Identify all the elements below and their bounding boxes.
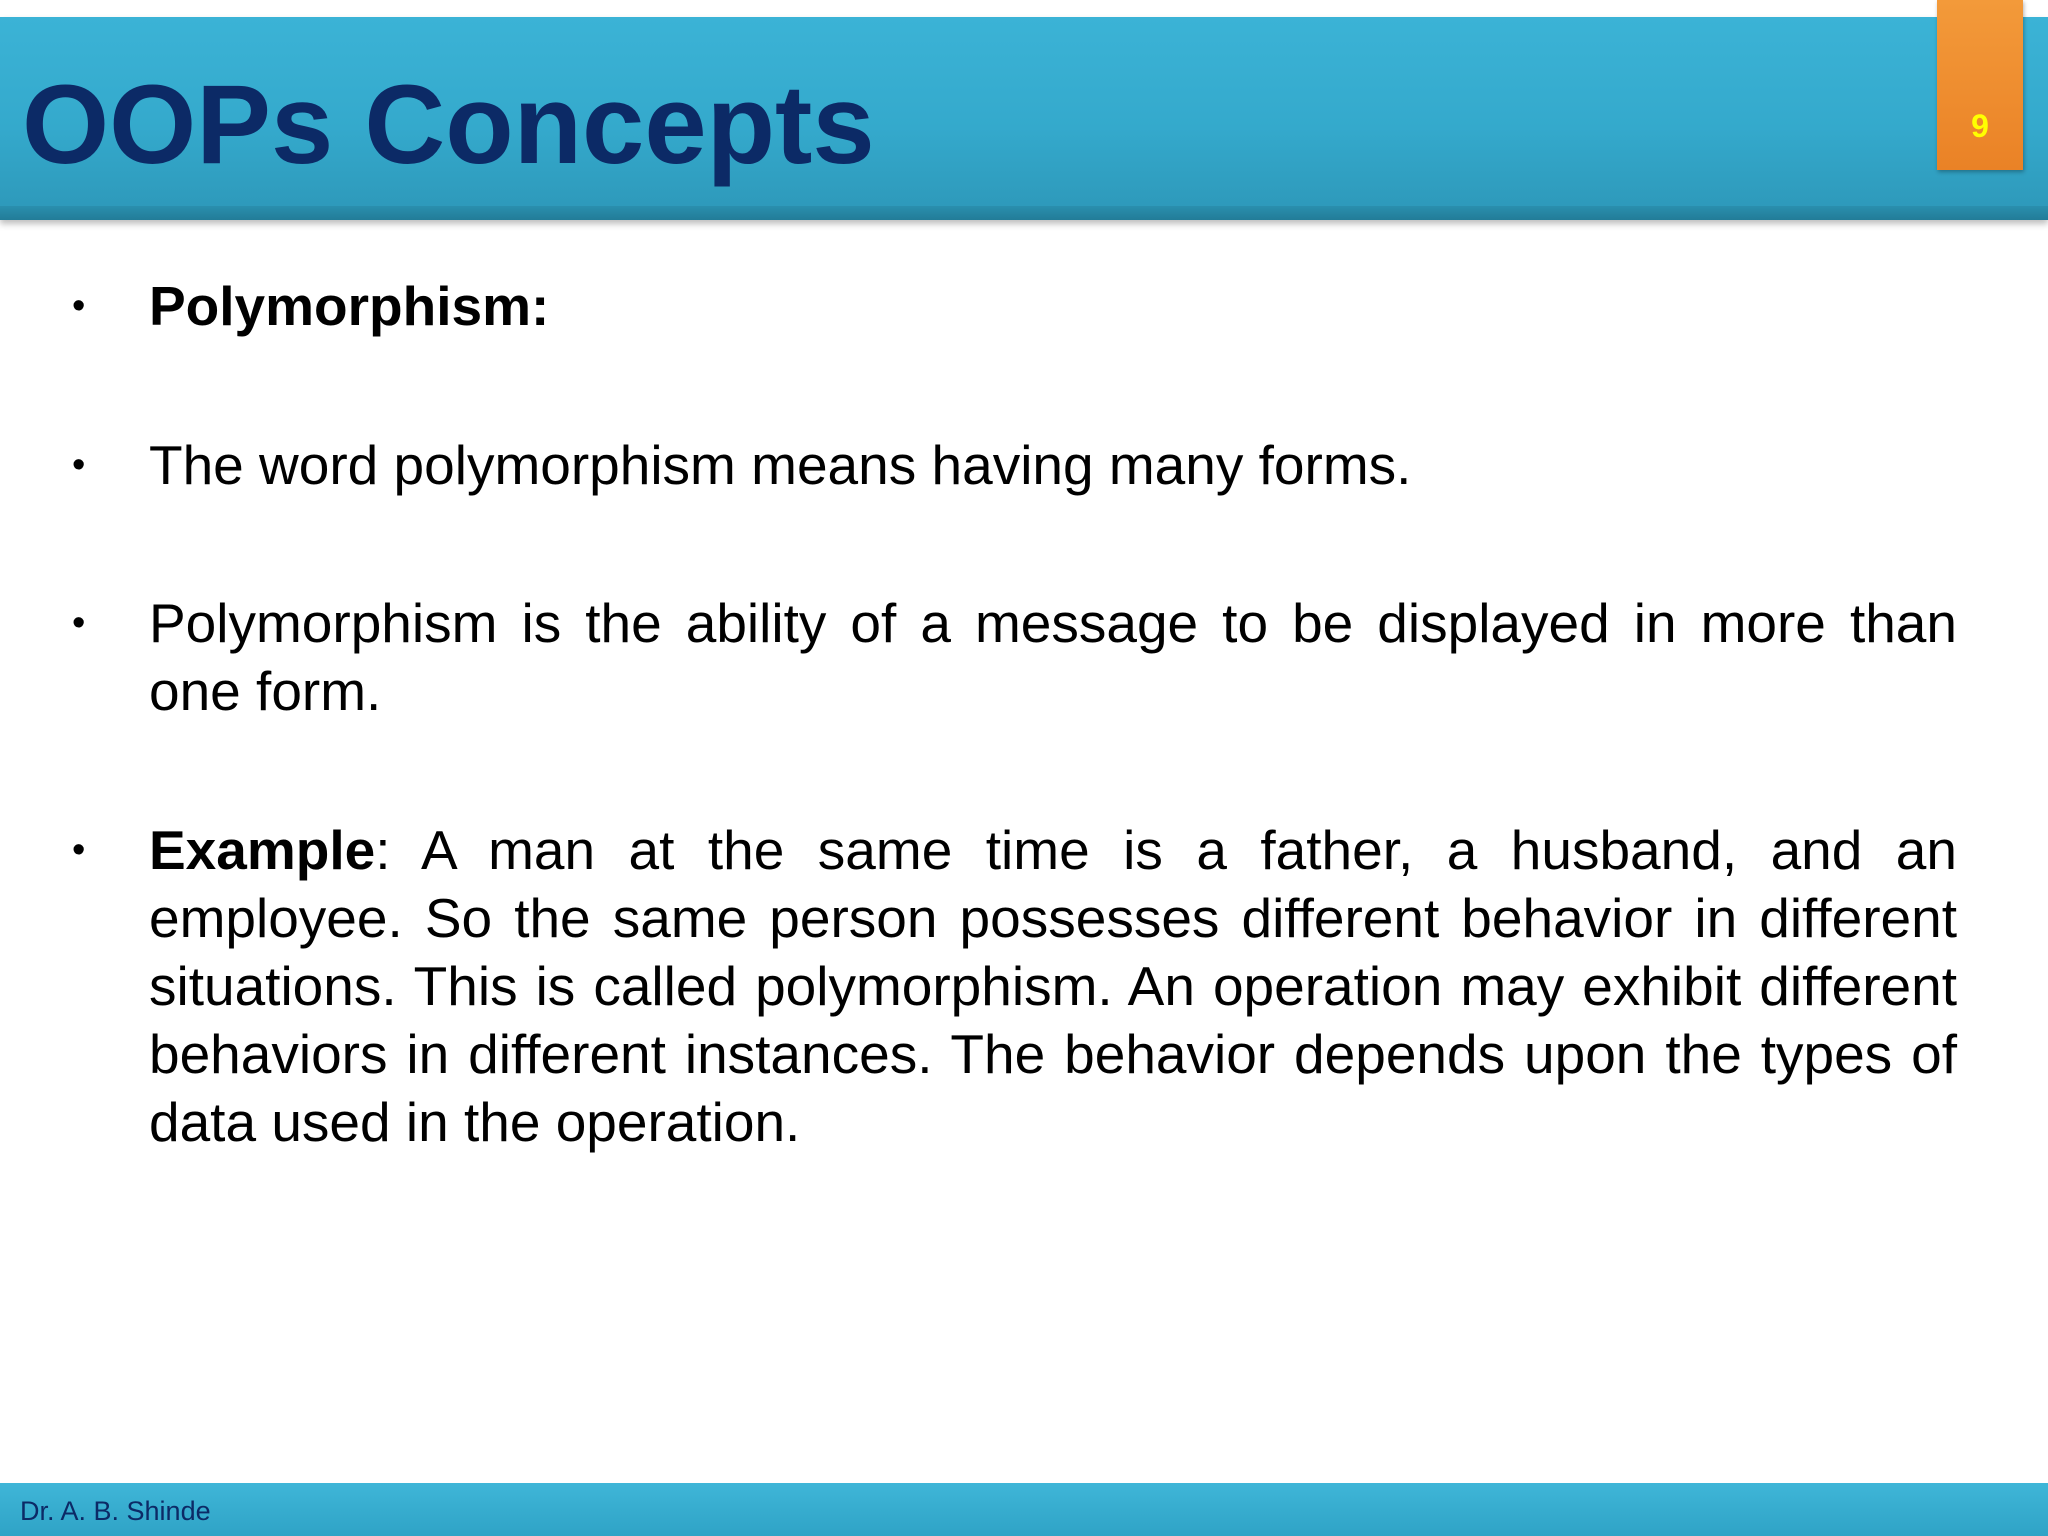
bullet-text <box>149 589 1957 725</box>
bullet-lead: Example <box>149 819 376 881</box>
bullet-text <box>149 816 1957 1156</box>
bullet-icon: • <box>72 444 86 486</box>
footer-bar <box>0 1483 2048 1536</box>
bullet-text <box>149 431 1957 499</box>
bullet-text <box>149 272 1957 340</box>
page-number: 9 <box>1971 108 1989 144</box>
slide-title: OOPs Concepts <box>22 62 875 187</box>
bullet-lead: Polymorphism: <box>149 275 550 337</box>
bullet-body: The word polymorphism means having many forms. <box>149 434 1412 496</box>
bullet-icon: • <box>72 285 86 327</box>
bullet-body: : A man at the same time is a father, a husband, and an employee. So the same person possesses different behavior in different situations. This is called polymorphism. An operation may exhibit different behaviors in different instances. The behavior depends upon the types of data used in the operation. <box>149 819 1957 1153</box>
bullet-body: Polymorphism is the ability of a message to be displayed in more than one form. <box>149 592 1957 722</box>
bullet-icon: • <box>72 829 86 871</box>
bullet-icon: • <box>72 602 86 644</box>
footer-author: Dr. A. B. Shinde <box>20 1496 211 1526</box>
